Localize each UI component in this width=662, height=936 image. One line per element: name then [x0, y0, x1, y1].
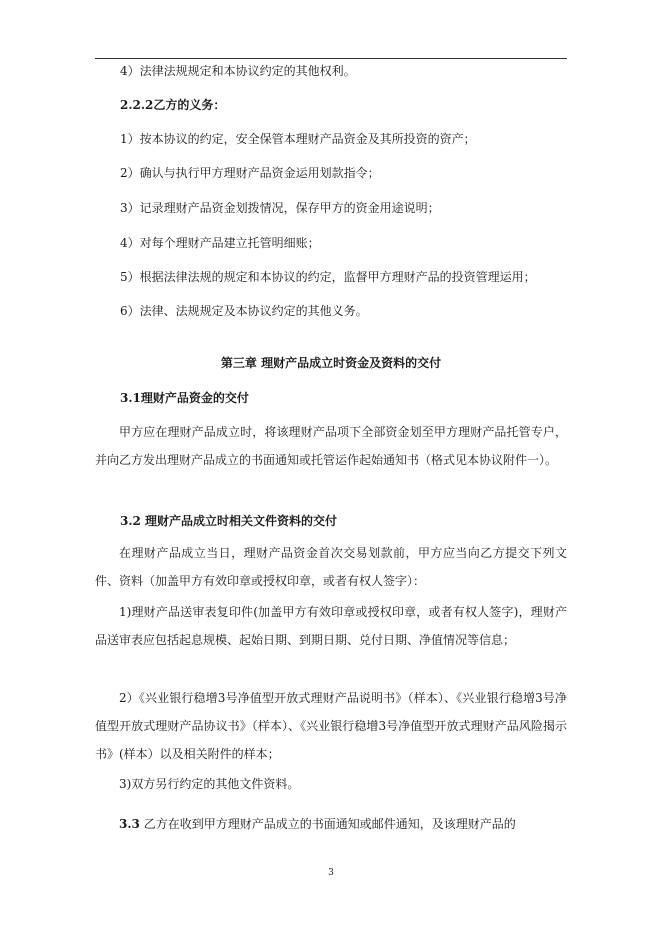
paragraph-3-2-item-1: 1)理财产品送审表复印件(加盖甲方有效印章或授权印章，或者有权人签字)，理财产品送审表应包括起息规模、起始日期、到期日期、兑付日期、净值情况等信息；	[95, 605, 567, 647]
obligation-item-3: 3）记录理财产品资金划拨情况，保存甲方的资金用途说明；	[120, 201, 440, 215]
section-number-3-3: 3.3	[119, 817, 140, 831]
obligation-item-6: 6）法律、法规规定及本协议约定的其他义务。	[120, 304, 368, 318]
heading-2-2-2: 2.2.2乙方的义务：	[120, 98, 226, 112]
obligation-item-1: 1）按本协议的约定，安全保管本理财产品资金及其所投资的资产；	[120, 132, 476, 146]
page-number: 3	[328, 868, 334, 878]
chapter-3-title: 第三章 理财产品成立时资金及资料的交付	[220, 356, 442, 370]
obligation-item-4: 4）对每个理财产品建立托管明细账；	[120, 236, 320, 250]
heading-3-2: 3.2 理财产品成立时相关文件资料的交付	[120, 514, 338, 528]
heading-3-1: 3.1理财产品资金的交付	[120, 391, 249, 405]
paragraph-3-2-item-3: 3)双方另行约定的其他文件资料。	[119, 777, 300, 791]
header-rule	[95, 58, 567, 59]
obligation-item-5: 5）根据法律法规的规定和本协议的约定，监督甲方理财产品的投资管理运用；	[120, 270, 536, 284]
clause-2-2-1-item-4: 4）法律法规规定和本协议约定的其他权利。	[120, 64, 356, 78]
paragraph-3-3-text: 乙方在收到甲方理财产品成立的书面通知或邮件通知，及该理财产品的	[143, 817, 516, 831]
paragraph-3-1: 甲方应在理财产品成立时，将该理财产品项下全部资金划至甲方理财产品托管专户，并向乙方发出理财产品成立的书面通知或托管运作起始通知书（格式见本协议附件一）。	[95, 425, 567, 467]
paragraph-3-2-item-2: 2）《兴业银行稳增3号净值型开放式理财产品说明书》（样本）、《兴业银行稳增3号净值型开放式理财产品协议书》（样本）、《兴业银行稳增3号净值型开放式理财产品风险揭示书》(样本）以及相关附件的样本；	[95, 691, 567, 761]
paragraph-3-3	[95, 810, 567, 838]
obligation-item-2: 2）确认与执行甲方理财产品资金运用划款指令；	[120, 166, 380, 180]
paragraph-3-2-intro: 在理财产品成立当日，理财产品资金首次交易划款前，甲方应当向乙方提交下列文件、资料（加盖甲方有效印章或授权印章，或者有权人签字）：	[95, 546, 567, 588]
